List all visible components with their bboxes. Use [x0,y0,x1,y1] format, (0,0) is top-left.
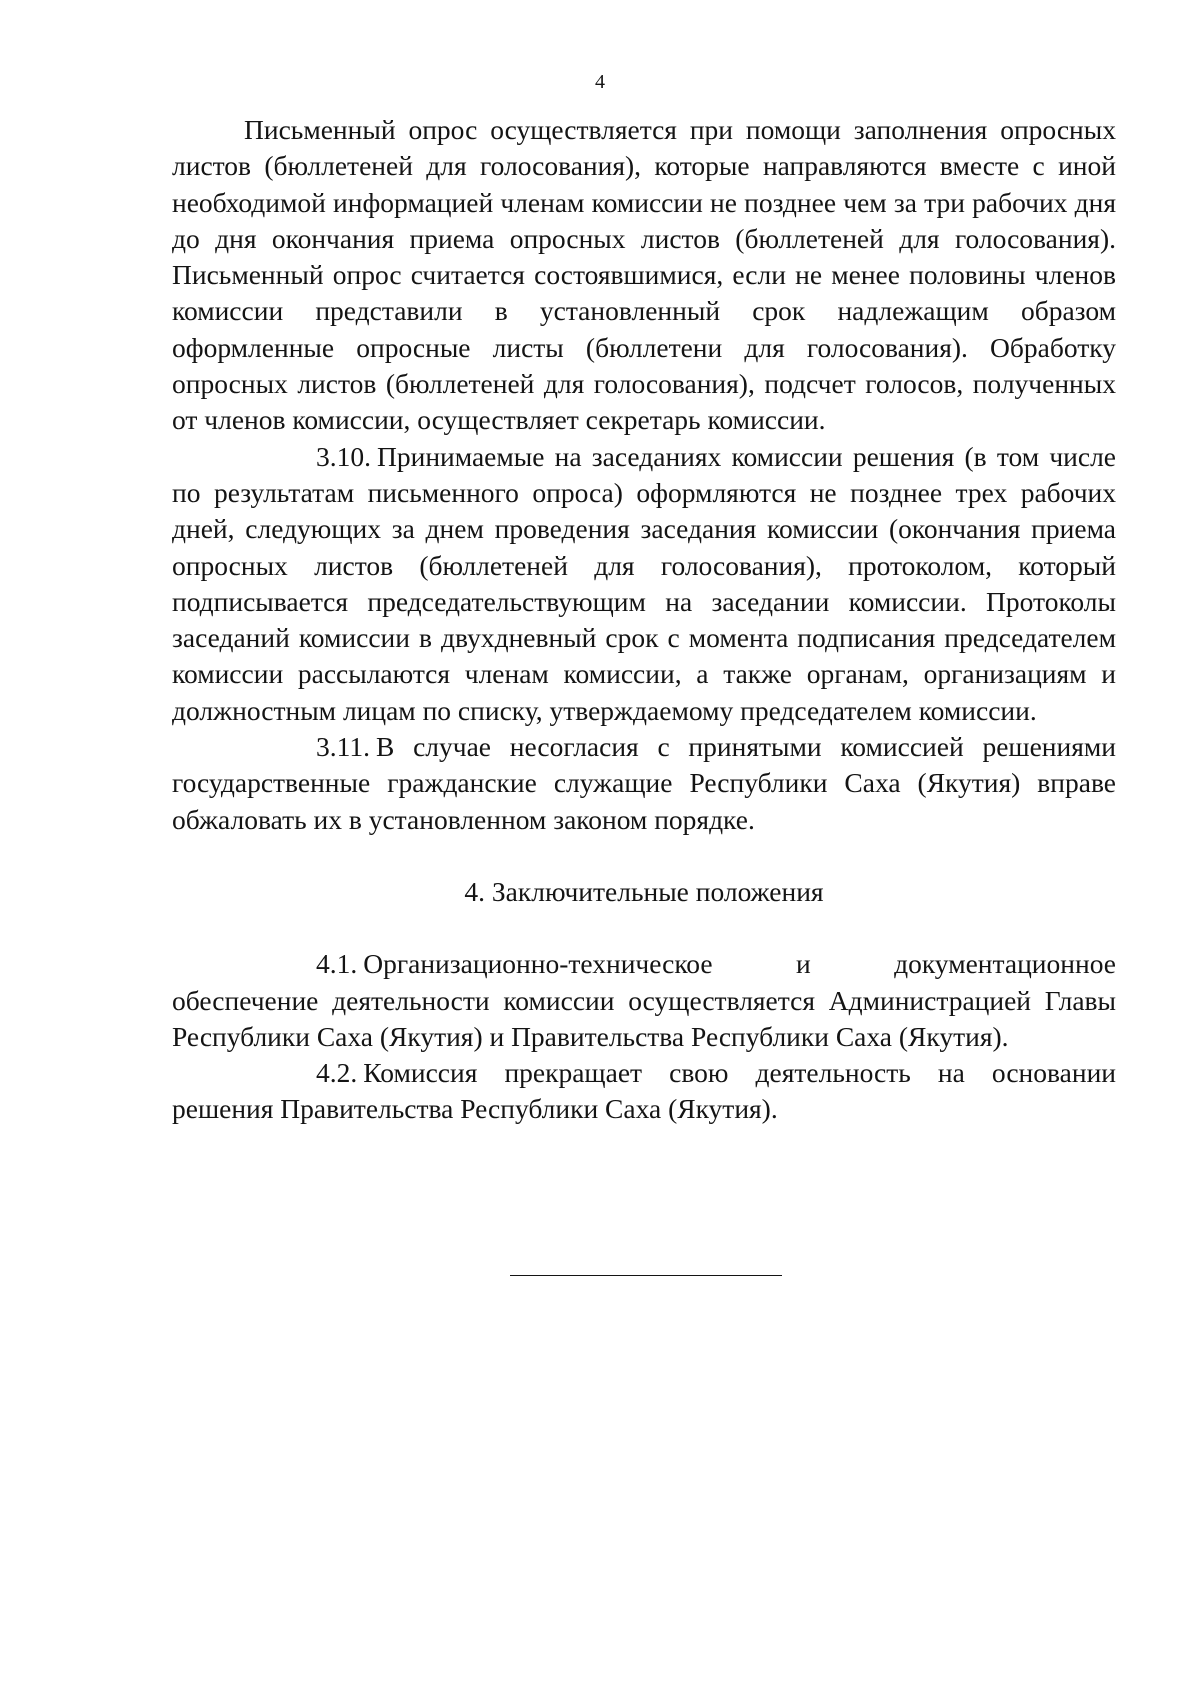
paragraph-written-poll [172,112,1116,439]
page-number: 4 [595,71,605,93]
paragraph-text: Письменный опрос осуществляется при помощи заполнения опросных листов (бюллетеней для голосования), которые направляются вместе с иной необходимой информацией членам комиссии не позднее чем за три рабочих дня до дня окончания приема опросных листов (бюллетеней для голосования). Письменный опрос считается состоявшимися, если не менее половины членов комиссии представили в установленный срок надлежащим образом оформленные опросные листы (бюллетени для голосования). Обработку опросных листов (бюллетеней для голосования), подсчет голосов, полученных от членов комиссии, осуществляет секретарь комиссии. [172,114,1116,436]
paragraph-3-11 [172,729,1116,838]
spacer [172,910,1116,946]
paragraph-text: Комиссия прекращает свою деятельность на основании решения Правительства Республики Саха (Якутия). [172,1057,1116,1125]
paragraph-text: Организационно-техническое и документационное обеспечение деятельности комиссии осуществляется Администрацией Главы Республики Саха (Якутия) и Правительства Республики Саха (Якутия). [172,948,1116,1052]
paragraph-3-10 [172,439,1116,729]
paragraph-text: Принимаемые на заседаниях комиссии решения (в том числе по результатам письменного опроса) оформляются не позднее трех рабочих дней, следующих за днем проведения заседания комиссии (окончания приема опросных листов (бюллетеней для голосования), протоколом, который подписывается председательствующим на заседании комиссии. Протоколы заседаний комиссии в двухдневный срок с момента подписания председателем комиссии рассылаются членам комиссии, а также органам, организациям и должностным лицам по списку, утверждаемому председателем комиссии. [172,440,1116,726]
paragraph-4-2 [172,1055,1116,1128]
paragraph-number: 4.1. [316,948,358,980]
paragraph-number: 3.11. [316,731,370,763]
paragraph-text: В случае несогласия с принятыми комиссией решениями государственные гражданские служащие Республики Саха (Якутия) вправе обжаловать их в установленном законом порядке. [172,731,1116,835]
document-end-rule [510,1275,782,1276]
section-heading-final-provisions: 4. Заключительные положения [464,875,824,907]
paragraph-number: 3.10. [316,440,371,472]
spacer [172,838,1116,874]
paragraph-number: 4.2. [316,1057,358,1089]
paragraph-4-1 [172,946,1116,1055]
document-body [172,112,1116,1128]
